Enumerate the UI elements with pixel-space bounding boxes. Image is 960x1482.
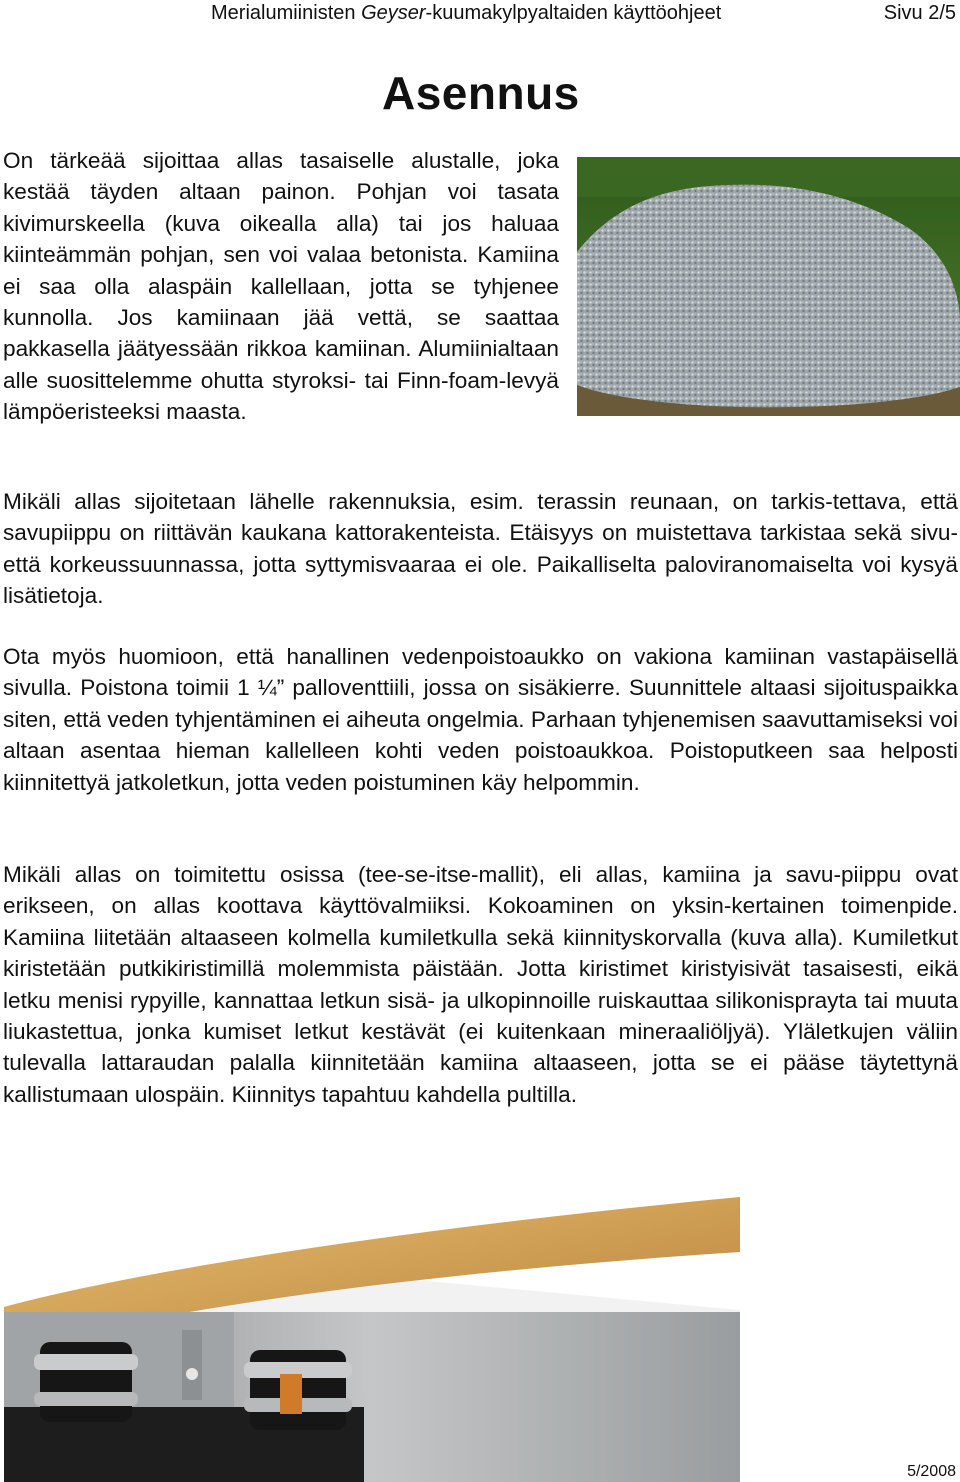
- paragraph-assembly: Mikäli allas on toimitettu osissa (tee-se-itse-mallit), eli allas, kamiina ja savu-piippu ovat erikseen, on allas koottava käyttövalmiiksi. Kokoaminen on yksin-kertainen toimenpide. Kamiina liitetään altaaseen kolmella kumiletkulla sekä kiinnityskorvalla (kuva alla). Kumiletkut kiristetään putkikiristimillä molemmista päistään. Jotta kiristimet kiristyisivät tasaisesti, eikä letku menisi rypyille, kannattaa letkun sisä- ja ulkopinnoille ruiskauttaa silikonisprayta tai muuta liukastettua, jonka kumiset letkut kestävät (ei kuitenkaan mineraaliöljyä). Yläletkujen väliin tulevalla lattaraudan palalla kiinnitetään kamiina altaaseen, jotta se ei pääse täytettynä kallistumaan ulospäin. Kiinnitys tapahtuu kahdella pultilla.: [3, 862, 958, 1107]
- gravel-pile-photo: [577, 157, 960, 416]
- heater-connection-photo: [4, 1192, 740, 1482]
- title-suffix: -kuumakylpyaltaiden käyttöohjeet: [425, 2, 722, 24]
- paragraph-drain: Ota myös huomioon, että hanallinen vedenpoistoaukko on vakiona kamiinan vastapäisellä sivulla. Poistona toimii 1 ¼” palloventtiili, jossa on sisäkierre. Suunnittele altaasi sijoituspaikka siten, että veden tyhjentäminen ei aiheuta ongelmia. Parhaan tyhjenemisen saavuttamiseksi voi altaan asentaa hieman kallelleen kohti veden poistoaukkoa. Poistoputkeen saa helposti kiinnitettyä jatkoletkun, jotta veden poistuminen käy helpommin.: [3, 644, 958, 795]
- document-title: [211, 2, 721, 25]
- hose-left: [34, 1342, 138, 1422]
- title-brand: Geyser: [361, 2, 426, 24]
- page-header: [0, 2, 960, 28]
- paragraph-placement: Mikäli allas sijoitetaan lähelle rakennuksia, esim. terassin reunaan, on tarkis-tettava, että savupiippu on riittävän kaukana kattorakenteista. Etäisyys on muistettava tarkistaa sekä sivu- että korkeussuunnassa, jotta syttymisvaaraa ei ole. Paikalliselta paloviranomaiselta voi kysyä lisätietoja.: [3, 489, 958, 609]
- paragraph-foundation: On tärkeää sijoittaa allas tasaiselle alustalle, joka kestää täyden altaan painon. Pohjan voi tasata kivimurskeella (kuva oikealla alla) tai jos haluaa kiinteämmän pohjan, sen voi valaa betonista. Kamiina ei saa olla alaspäin kallellaan, jotta se tyhjenee kunnolla. Jos kamiinaan jää vettä, se saattaa pakkasella jäätyessään rikkoa kamiinan. Alumiinialtaan alle suosittelemme ohutta styroksi- tai Finn-foam-levyä lämpöeristeeksi maasta.: [3, 148, 559, 425]
- page-footer: 5/2008: [907, 1463, 956, 1480]
- hose-right: [244, 1350, 352, 1430]
- title-prefix: Merialumiinisten: [211, 2, 362, 24]
- section-heading: Asennus: [382, 67, 580, 119]
- page-number: Sivu 2/5: [883, 2, 956, 24]
